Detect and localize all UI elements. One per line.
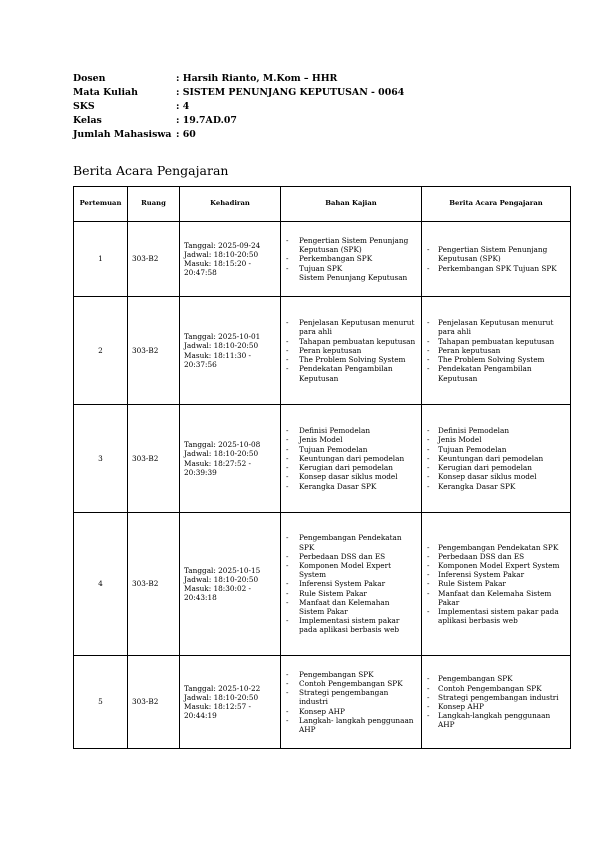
cell-bahan-kajian: [281, 656, 422, 749]
list-item: - Contoh Pengembangan SPK: [426, 684, 566, 693]
list-item: - Keuntungan dari pemodelan: [285, 454, 417, 463]
list-item: - Tujuan Pemodelan: [426, 445, 566, 454]
cell-bahan-kajian: [281, 222, 422, 297]
kehadiran-jadwal: Jadwal: 18:10-20:50: [184, 249, 259, 259]
info-value: : 19.7AD.07: [176, 115, 237, 126]
list-item: - Konsep AHP: [285, 707, 417, 716]
cell-ruang: 303-B2: [128, 656, 180, 749]
list-item: - Peran keputusan: [426, 346, 566, 355]
kehadiran-jadwal: Jadwal: 18:10-20:50: [184, 449, 259, 459]
list-item: - Strategi pengembangan industri: [285, 688, 417, 706]
cell-kehadiran: [180, 513, 281, 656]
info-label: Mata Kuliah: [73, 87, 138, 98]
cell-pertemuan: 5: [74, 656, 128, 749]
info-value: : 60: [176, 129, 196, 140]
info-label: Jumlah Mahasiswa: [73, 129, 172, 140]
cell-berita-acara: [422, 297, 571, 405]
list-item: - Konsep dasar siklus model: [426, 472, 566, 481]
list-item: - Inferensi System Pakar: [426, 570, 566, 579]
kehadiran-tanggal: Tanggal: 2025-10-08: [184, 440, 261, 450]
cell-berita-acara: [422, 513, 571, 656]
list-item: - Tahapan pembuatan keputusan: [426, 337, 566, 346]
cell-bahan-kajian: [281, 297, 422, 405]
list-item: - Implementasi sistem pakar pada aplikasi berbasis web: [285, 616, 417, 634]
list-item: - Implementasi sistem pakar pada aplikasi berbasis web: [426, 607, 566, 625]
table-row: [74, 656, 571, 749]
cell-pertemuan: 2: [74, 297, 128, 405]
cell-kehadiran: [180, 405, 281, 513]
cell-berita-acara: [422, 656, 571, 749]
list-item: - Komponen Model Expert System: [426, 561, 566, 570]
list-item: - Perbedaan DSS dan ES: [426, 552, 566, 561]
info-value: : SISTEM PENUNJANG KEPUTUSAN - 0064: [176, 87, 405, 98]
kehadiran-jadwal: Jadwal: 18:10-20:50: [184, 692, 259, 702]
cell-berita-acara-list: [426, 543, 566, 626]
cell-pertemuan: 1: [74, 222, 128, 297]
cell-bahan-kajian-list: [285, 236, 417, 282]
kehadiran-tanggal: Tanggal: 2025-10-15: [184, 565, 261, 575]
info-row-mata-kuliah: [73, 86, 404, 100]
cell-ruang: 303-B2: [128, 222, 180, 297]
list-item: - Kerugian dari pemodelan: [426, 463, 566, 472]
list-item: - Pengembangan SPK: [285, 670, 417, 679]
kehadiran-masuk: Masuk: 18:11:30 - 20:37:56: [184, 350, 252, 369]
list-item: - Pengembangan Pendekatan SPK: [426, 543, 566, 552]
info-value: : 4: [176, 101, 190, 112]
cell-bahan-kajian-list: [285, 533, 417, 634]
list-item: - Strategi pengembangan industri: [426, 693, 566, 702]
info-value: : Harsih Rianto, M.Kom – HHR: [176, 73, 338, 84]
info-row-dosen: [73, 72, 404, 86]
list-item: - Manfaat dan Kelemahan Sistem Pakar: [285, 598, 417, 616]
list-item: - Pendekatan Pengambilan Keputusan: [426, 364, 566, 382]
list-item: - The Problem Solving System: [426, 355, 566, 364]
list-item: - Tujuan SPK Sistem Penunjang Keputusan: [285, 264, 417, 282]
list-item: - Contoh Pengembangan SPK: [285, 679, 417, 688]
cell-bahan-kajian-list: [285, 318, 417, 382]
kehadiran-tanggal: Tanggal: 2025-09-24: [184, 240, 261, 250]
list-item: - The Problem Solving System: [285, 355, 417, 364]
list-item: - Pengertian Sistem Penunjang Keputusan (SPK): [285, 236, 417, 254]
list-item: - Konsep dasar siklus model: [285, 472, 417, 481]
section-title: Berita Acara Pengajaran: [73, 163, 229, 178]
kehadiran-masuk: Masuk: 18:15:20 - 20:47:58: [184, 259, 252, 278]
info-row-kelas: [73, 114, 404, 128]
cell-berita-acara: [422, 405, 571, 513]
list-item: - Rule Sistem Pakar: [285, 589, 417, 598]
info-label: Kelas: [73, 115, 102, 126]
list-item: - Inferensi System Pakar: [285, 579, 417, 588]
list-item: - Rule Sistem Pakar: [426, 579, 566, 588]
kehadiran-masuk: Masuk: 18:30:02 - 20:43:18: [184, 584, 252, 603]
list-item: - Kerugian dari pemodelan: [285, 463, 417, 472]
list-item: - Pengembangan SPK: [426, 674, 566, 683]
list-item: - Manfaat dan Kelemaha Sistem Pakar: [426, 589, 566, 607]
cell-kehadiran: [180, 297, 281, 405]
table-row: [74, 513, 571, 656]
list-item: - Jenis Model: [285, 435, 417, 444]
cell-kehadiran: [180, 656, 281, 749]
header-berita-acara: Berita Acara Pengajaran: [422, 187, 571, 222]
list-item: - Perkembangan SPK: [285, 254, 417, 263]
list-item: - Kerangka Dasar SPK: [285, 482, 417, 491]
cell-berita-acara-list: [426, 318, 566, 382]
info-row-sks: [73, 100, 404, 114]
list-item: - Komponen Model Expert System: [285, 561, 417, 579]
list-item: - Perkembangan SPK Tujuan SPK: [426, 264, 566, 273]
info-label: Dosen: [73, 73, 106, 84]
table-header-row: [74, 187, 571, 222]
list-item: - Penjelasan Keputusan menurut para ahli: [426, 318, 566, 336]
header-kehadiran: Kehadiran: [180, 187, 281, 222]
kehadiran-jadwal: Jadwal: 18:10-20:50: [184, 574, 259, 584]
list-item: - Langkah- langkah penggunaan AHP: [285, 716, 417, 734]
list-item: - Definisi Pemodelan: [285, 426, 417, 435]
list-item: - Definisi Pemodelan: [426, 426, 566, 435]
list-item: - Jenis Model: [426, 435, 566, 444]
cell-bahan-kajian-list: [285, 426, 417, 490]
list-item: - Pendekatan Pengambilan Keputusan: [285, 364, 417, 382]
list-item: - Konsep AHP: [426, 702, 566, 711]
teaching-report-table: [73, 186, 571, 749]
cell-pertemuan: 4: [74, 513, 128, 656]
cell-berita-acara-list: [426, 245, 566, 273]
list-item: - Tahapan pembuatan keputusan: [285, 337, 417, 346]
table-row: [74, 405, 571, 513]
course-info: [73, 72, 404, 142]
info-label: SKS: [73, 101, 95, 112]
cell-berita-acara: [422, 222, 571, 297]
info-row-jumlah-mahasiswa: [73, 128, 404, 142]
list-item: - Perbedaan DSS dan ES: [285, 552, 417, 561]
kehadiran-jadwal: Jadwal: 18:10-20:50: [184, 341, 259, 351]
list-item: - Tujuan Pemodelan: [285, 445, 417, 454]
cell-kehadiran: [180, 222, 281, 297]
table-row: [74, 222, 571, 297]
list-item: - Peran keputusan: [285, 346, 417, 355]
header-bahan-kajian: Bahan Kajian: [281, 187, 422, 222]
header-ruang: Ruang: [128, 187, 180, 222]
list-item: - Pengertian Sistem Penunjang Keputusan (SPK): [426, 245, 566, 263]
cell-ruang: 303-B2: [128, 297, 180, 405]
cell-bahan-kajian: [281, 405, 422, 513]
cell-pertemuan: 3: [74, 405, 128, 513]
kehadiran-masuk: Masuk: 18:12:57 - 20:44:19: [184, 702, 252, 721]
cell-ruang: 303-B2: [128, 405, 180, 513]
list-item: - Keuntungan dari pemodelan: [426, 454, 566, 463]
kehadiran-tanggal: Tanggal: 2025-10-01: [184, 332, 261, 342]
header-pertemuan: Pertemuan: [74, 187, 128, 222]
list-item: - Pengembangan Pendekatan SPK: [285, 533, 417, 551]
cell-bahan-kajian: [281, 513, 422, 656]
list-item: - Langkah-langkah penggunaan AHP: [426, 711, 566, 729]
cell-ruang: 303-B2: [128, 513, 180, 656]
kehadiran-masuk: Masuk: 18:27:52 - 20:39:39: [184, 458, 252, 477]
list-item: - Kerangka Dasar SPK: [426, 482, 566, 491]
cell-berita-acara-list: [426, 426, 566, 490]
cell-bahan-kajian-list: [285, 670, 417, 734]
cell-berita-acara-list: [426, 674, 566, 729]
table-row: [74, 297, 571, 405]
kehadiran-tanggal: Tanggal: 2025-10-22: [184, 683, 261, 693]
list-item: - Penjelasan Keputusan menurut para ahli: [285, 318, 417, 336]
